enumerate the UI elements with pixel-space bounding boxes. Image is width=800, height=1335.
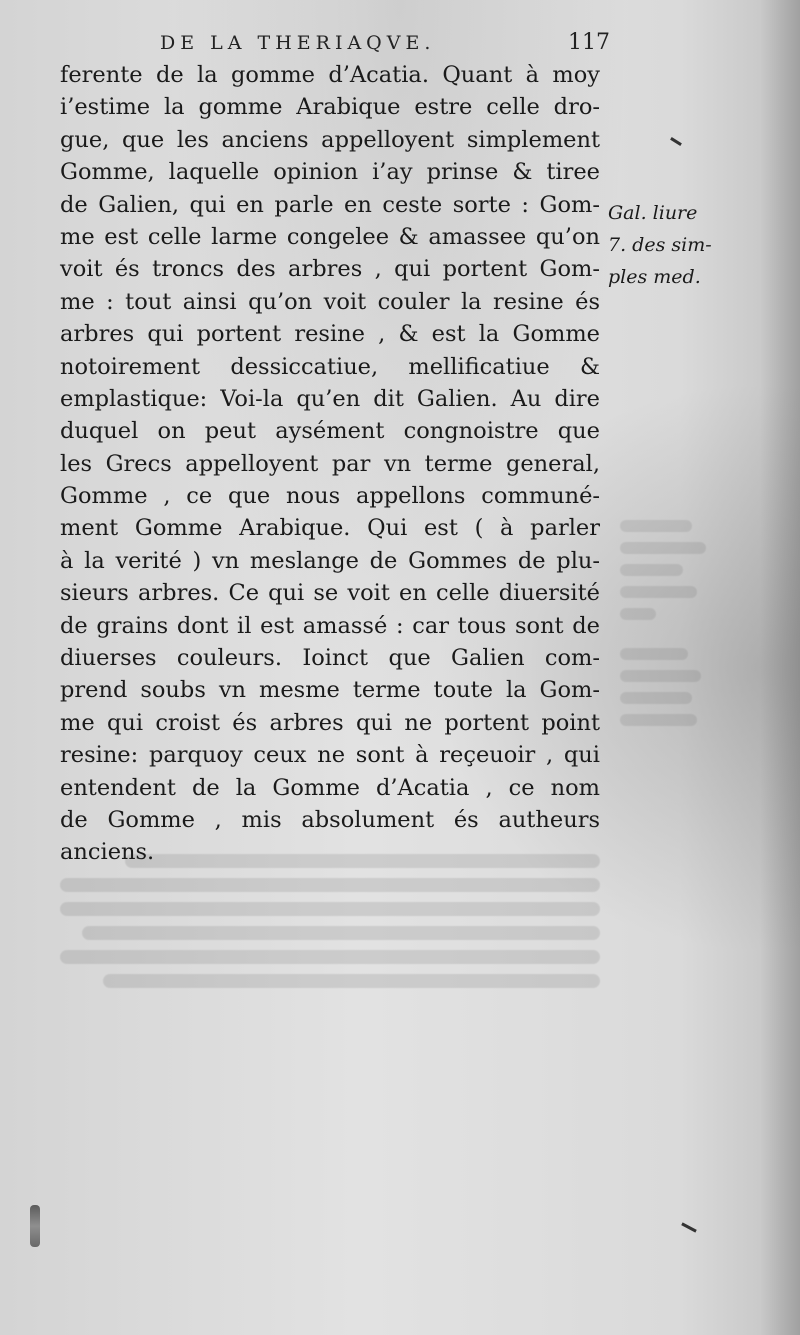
text-line: les Grecs appelloyent par vn terme general, <box>60 450 600 477</box>
text-line: anciens. <box>60 839 155 866</box>
text-line: à la verité ) vn meslange de Gommes de plu- <box>60 547 600 574</box>
text-line: ferente de la gomme d’Acatia. Quant à moy <box>60 62 600 88</box>
marginal-note-line: ples med. <box>608 266 701 288</box>
text-line: arbres qui portent resine , & est la Gomme <box>60 321 600 348</box>
marginal-note-line: 7. des sim- <box>608 234 712 256</box>
text-line: de Galien, qui en parle en ceste sorte : Gom- <box>60 191 600 218</box>
text-line: Gomme , ce que nous appellons communé- <box>60 483 600 510</box>
main-text-block <box>60 59 600 869</box>
text-line: de grains dont il est amassé : car tous sont de <box>60 612 600 639</box>
text-line: diuerses couleurs. Ioinct que Galien com- <box>60 645 600 672</box>
text-line: de Gomme , mis absolument és autheurs <box>60 806 600 833</box>
page-edge-shadow <box>760 0 800 1335</box>
page-number: 117 <box>568 30 610 55</box>
text-line: emplastique: Voi-la qu’en dit Galien. Au dire <box>60 385 600 412</box>
ink-mark <box>681 1222 697 1232</box>
running-head: DE LA THERIAQVE. <box>160 32 436 54</box>
text-line: i’estime la gomme Arabique estre celle dro- <box>60 94 600 121</box>
text-line: entendent de la Gomme d’Acatia , ce nom <box>60 774 600 801</box>
show-through-margin <box>620 510 710 736</box>
ink-mark <box>670 137 682 146</box>
text-line: sieurs arbres. Ce qui se voit en celle diuersité <box>60 580 600 607</box>
text-line: me est celle larme congelee & amassee qu’on <box>60 223 600 250</box>
text-line: notoirement dessiccatiue, mellificatiue & <box>60 353 600 380</box>
marginal-note <box>608 197 738 293</box>
text-line: ment Gomme Arabique. Qui est ( à parler <box>60 515 600 542</box>
marginal-note-line: Gal. liure <box>608 202 698 224</box>
text-line: duquel on peut aysément congnoistre que <box>60 418 600 445</box>
text-line: voit és troncs des arbres , qui portent Gom- <box>60 256 600 283</box>
text-line: gue, que les anciens appelloyent simplement <box>60 126 600 153</box>
text-line: me : tout ainsi qu’on voit couler la resine és <box>60 288 600 315</box>
text-line: prend soubs vn mesme terme toute la Gom- <box>60 677 600 704</box>
text-line: resine: parquoy ceux ne sont à reçeuoir , qui <box>60 742 600 769</box>
ink-smudge <box>30 1205 40 1247</box>
text-line: Gomme, laquelle opinion i’ay prinse & tiree <box>60 159 600 186</box>
text-line: me qui croist és arbres qui ne portent point <box>60 709 600 736</box>
